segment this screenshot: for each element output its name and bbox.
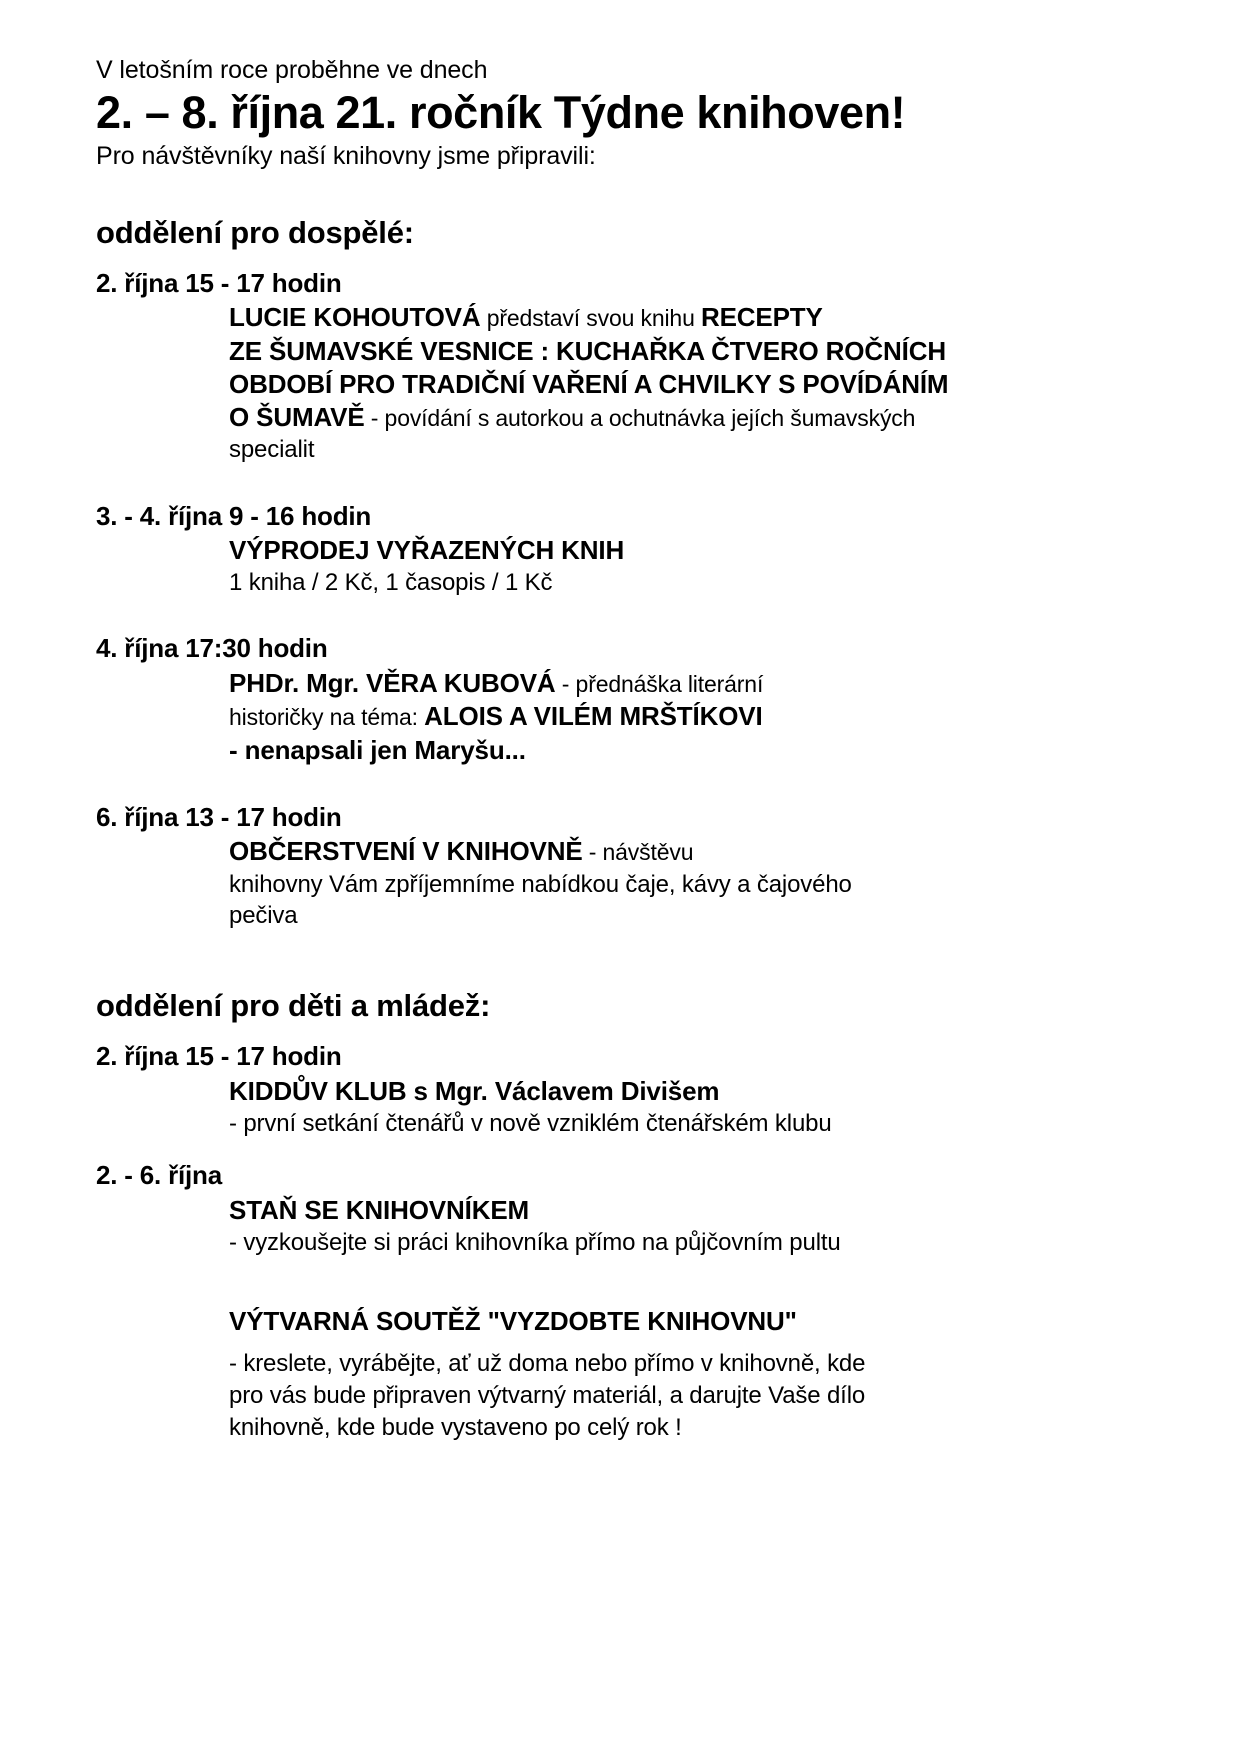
event-text: představí svou knihu	[480, 305, 701, 332]
book-title-part: OBDOBÍ PRO TRADIČNÍ VAŘENÍ A CHVILKY S POVÍDÁNÍM	[229, 368, 949, 399]
event-body	[229, 667, 1144, 767]
event-body	[229, 1075, 1144, 1139]
event-body	[229, 835, 1144, 931]
event-stan-se-knihovnikem	[96, 1159, 1144, 1258]
event-date: 2. - 6. října	[96, 1160, 223, 1191]
contest-line-3: knihovně, kde bude vystaveno po celý rok !	[229, 1413, 682, 1441]
section-heading-children: oddělení pro děti a mládež:	[96, 987, 491, 1023]
event-date: 2. října 15 - 17 hodin	[96, 1041, 342, 1072]
event-line-5: specialit	[229, 436, 315, 464]
event-line-2: knihovny Vám zpříjemníme nabídkou čaje, kávy a čajového	[229, 870, 852, 898]
event-text: - návštěvu	[582, 839, 694, 866]
event-date: 4. října 17:30 hodin	[96, 633, 328, 664]
event-date: 3. - 4. října 9 - 16 hodin	[96, 500, 372, 531]
speaker-name: PHDr. Mgr. VĚRA KUBOVÁ	[229, 667, 556, 698]
event-line-3	[229, 734, 1144, 767]
intro-line: V letošním roce proběhne ve dnech	[96, 56, 488, 84]
event-text: - povídání s autorkou a ochutnávka jejích šumavských	[364, 405, 916, 432]
contest-line-1: - kreslete, vyrábějte, ať už doma nebo přímo v knihovně, kde	[229, 1350, 866, 1378]
subintro-line: Pro návštěvníky naší knihovny jsme připravili:	[96, 142, 596, 171]
event-line-1	[229, 667, 1144, 700]
event-body	[229, 1194, 1144, 1258]
lecture-topic: ALOIS A VILÉM MRŠTÍKOVI	[424, 701, 763, 732]
document-header	[96, 55, 1144, 172]
event-description: - první setkání čtenářů v nově vzniklém čtenářském klubu	[229, 1109, 832, 1137]
event-line-3	[229, 368, 1144, 401]
event-text: - přednáška literární	[555, 670, 764, 697]
event-title: STAŇ SE KNIHOVNÍKEM	[229, 1194, 530, 1225]
event-line-1	[229, 835, 1144, 868]
event-body	[229, 534, 1144, 598]
contest-block	[229, 1304, 1144, 1443]
event-text: historičky na téma:	[229, 704, 425, 731]
event-line-3: pečiva	[229, 901, 298, 929]
event-title: KIDDŮV KLUB s Mgr. Václavem Divišem	[229, 1075, 720, 1106]
speaker-name: LUCIE KOHOUTOVÁ	[229, 302, 481, 333]
lecture-subtopic: - nenapsali jen Maryšu...	[229, 734, 526, 765]
event-body	[229, 301, 1144, 465]
event-title: OBČERSTVENÍ V KNIHOVNĚ	[229, 836, 583, 867]
event-vyprodej	[96, 500, 1144, 599]
event-description: - vyzkoušejte si práci knihovníka přímo na půjčovním pultu	[229, 1228, 841, 1256]
contest-line-2: pro vás bude připraven výtvarný materiál, a darujte Vaše dílo	[229, 1382, 866, 1409]
book-title-part: O ŠUMAVĚ	[229, 402, 365, 433]
event-line-1	[229, 301, 1144, 334]
event-line-4	[229, 401, 1144, 434]
book-title-part: ZE ŠUMAVSKÉ VESNICE : KUCHAŘKA ČTVERO ROČNÍCH	[229, 335, 946, 366]
event-title: VÝPRODEJ VYŘAZENÝCH KNIH	[229, 535, 625, 566]
event-line-2	[229, 700, 1144, 733]
book-title-part: RECEPTY	[700, 302, 823, 333]
contest-heading: VÝTVARNÁ SOUTĚŽ "VYZDOBTE KNIHOVNU"	[229, 1306, 797, 1337]
event-lucie-kohoutova	[96, 267, 1144, 466]
event-date: 2. října 15 - 17 hodin	[96, 267, 342, 298]
event-line-2	[229, 335, 1144, 368]
section-heading-adults: oddělení pro dospělé:	[96, 214, 414, 250]
page-title: 2. – 8. října 21. ročník Týdne knihoven!	[96, 86, 906, 138]
event-kidduv-klub	[96, 1040, 1144, 1139]
event-date: 6. října 13 - 17 hodin	[96, 801, 342, 832]
event-obcerstveni	[96, 801, 1144, 931]
event-description: 1 kniha / 2 Kč, 1 časopis / 1 Kč	[229, 569, 553, 597]
event-vera-kubova	[96, 632, 1144, 766]
